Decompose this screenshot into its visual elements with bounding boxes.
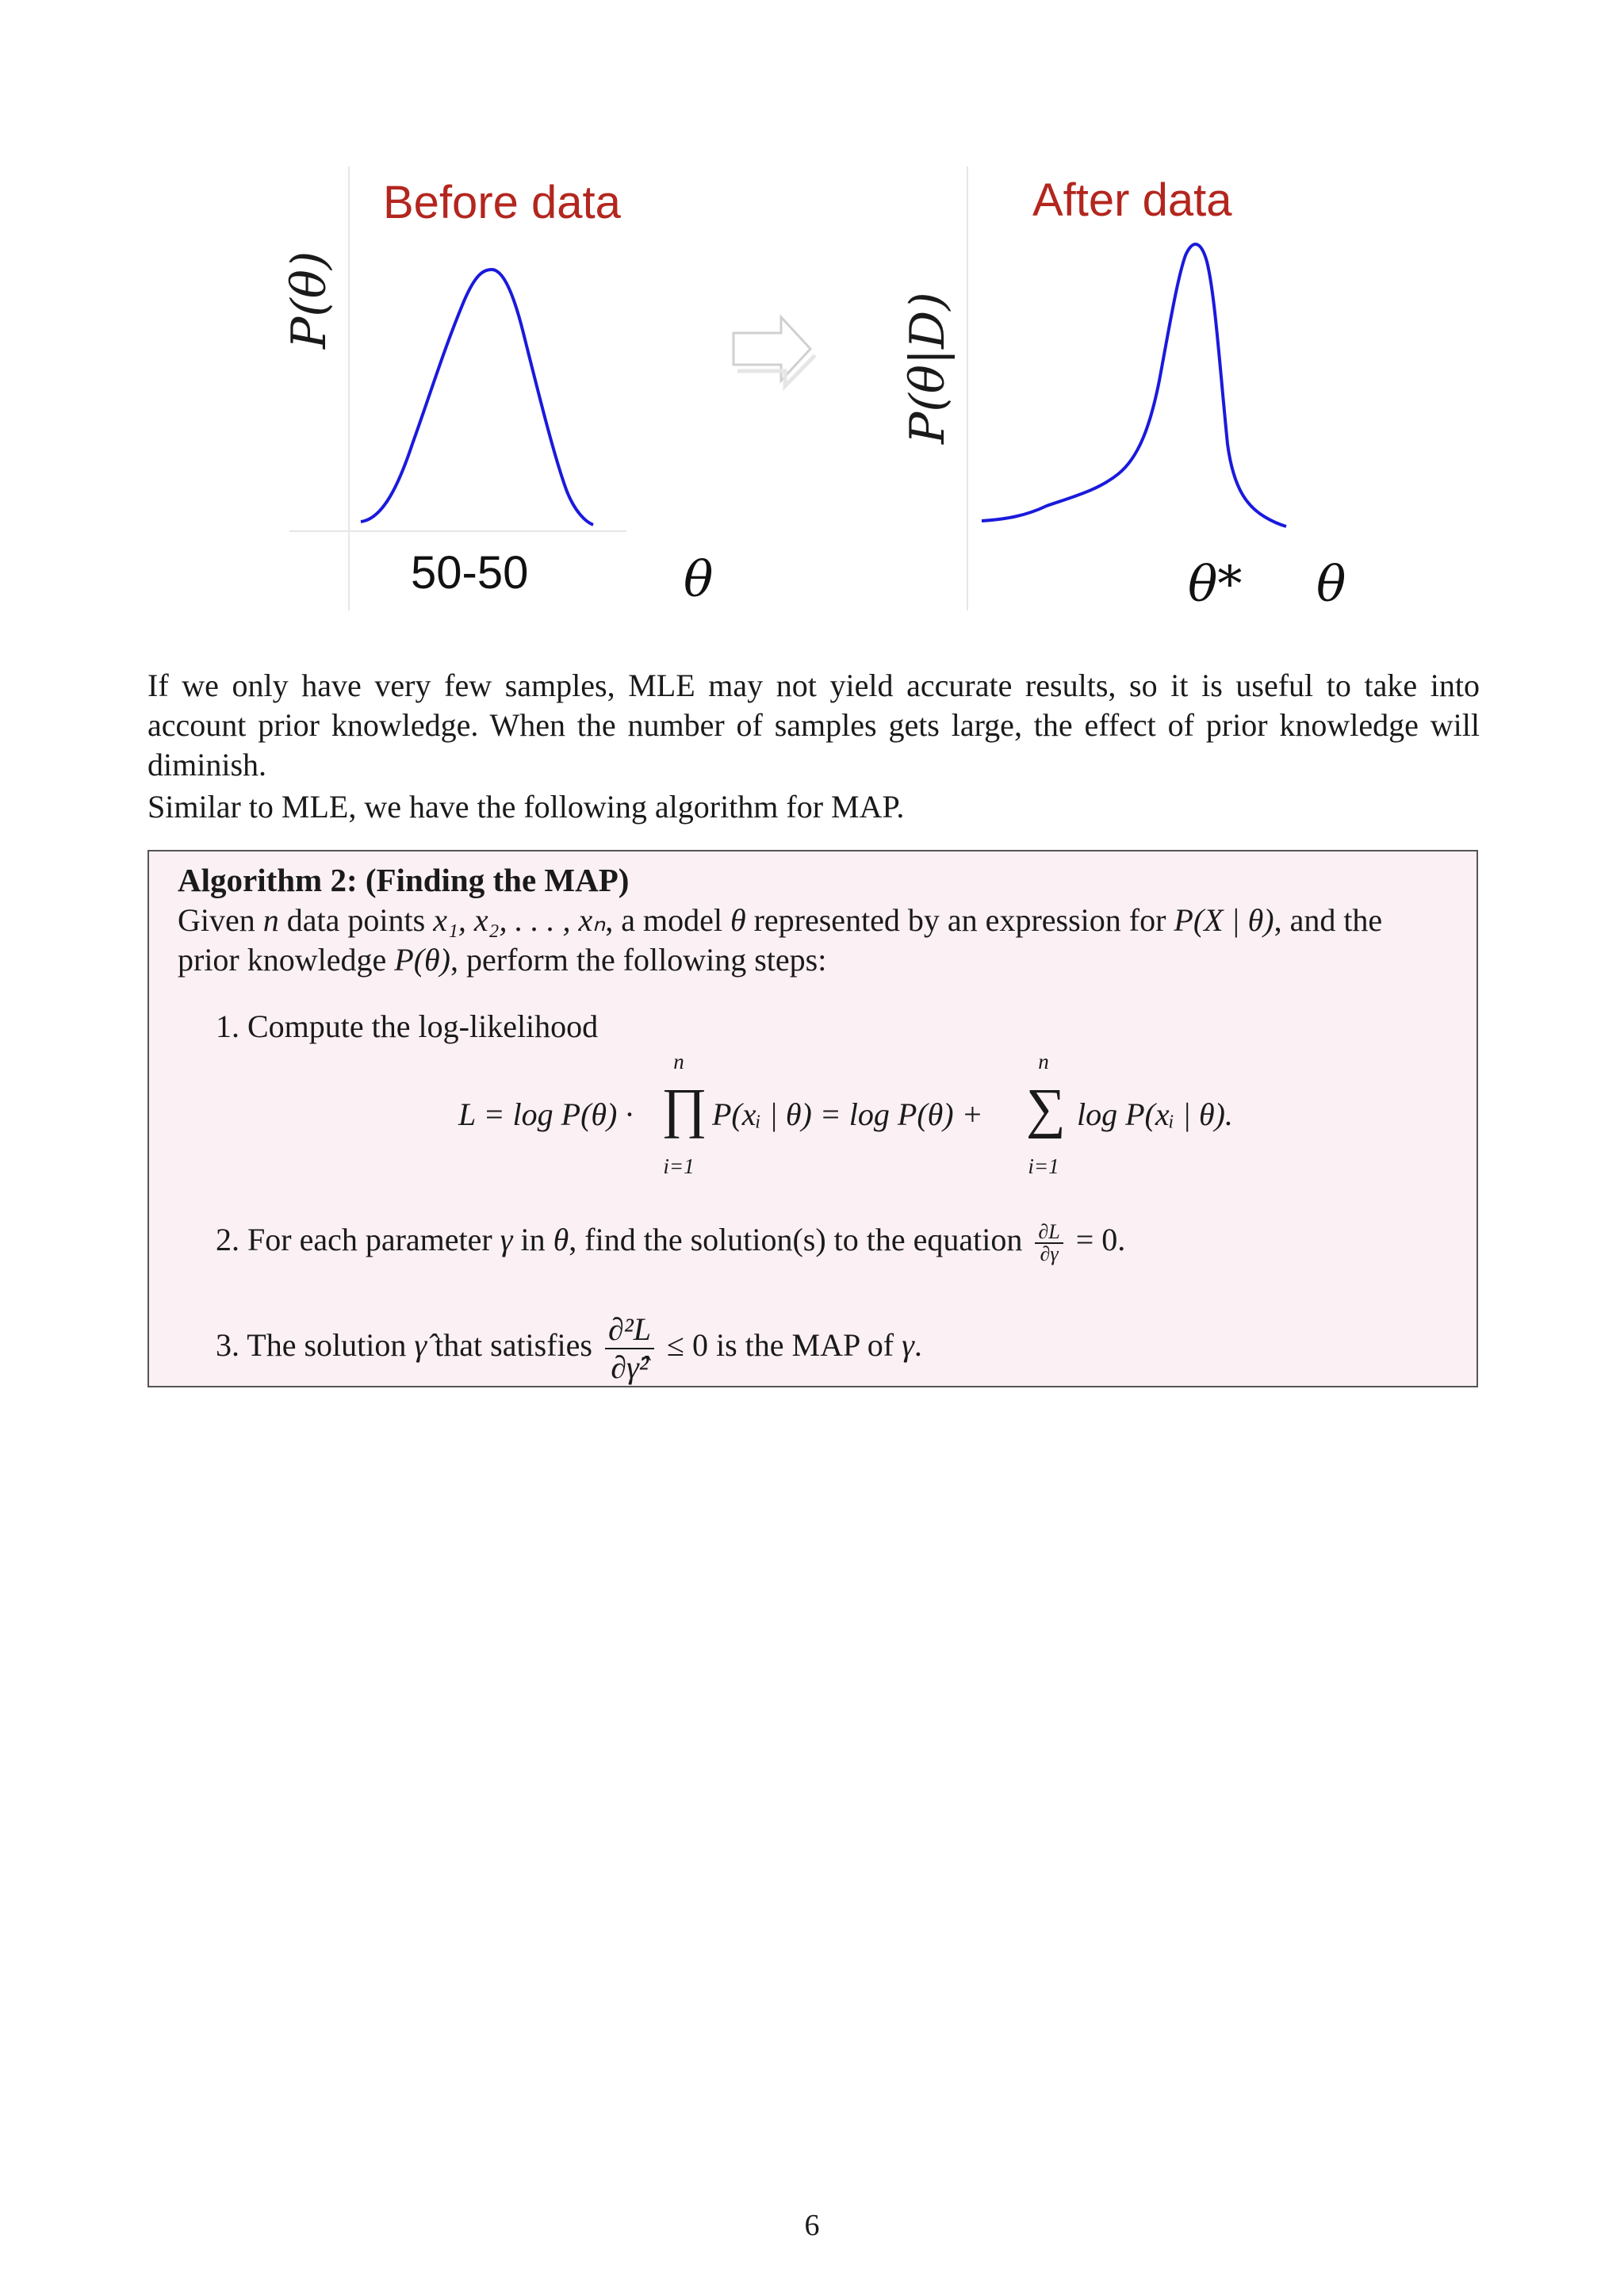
eq-lhs: L = log P(θ) · <box>458 1096 634 1132</box>
step-1: 1. Compute the log-likelihood <box>216 1008 599 1044</box>
intro-text-3: , a model <box>605 902 730 938</box>
step3-text-4: . <box>914 1327 922 1364</box>
right-panel-title: After data <box>1032 174 1232 226</box>
prior-curve <box>361 270 593 525</box>
algorithm-title: Algorithm 2: (Finding the MAP) <box>178 862 630 898</box>
intro-theta: θ <box>730 902 746 938</box>
step2-text-3: , find the solution(s) to the equation <box>569 1222 1031 1257</box>
eq-prod-lower: i=1 <box>663 1154 695 1178</box>
right-panel-ylabel: P(θ|D) <box>900 292 956 444</box>
step2-fraction <box>1035 1219 1063 1265</box>
step-3 <box>216 1311 922 1386</box>
left-panel-xlabel: θ <box>684 550 714 608</box>
step3-gamma-hat: γ̂ <box>414 1327 427 1364</box>
step2-frac-num: ∂L <box>1035 1222 1063 1244</box>
intro-text-4: represented by an expression for <box>745 902 1174 938</box>
algorithm-box <box>147 850 1478 1387</box>
algorithm-intro <box>178 901 1446 980</box>
posterior-curve <box>982 244 1286 526</box>
left-panel-tick-label: 50-50 <box>411 547 529 599</box>
intro-likelihood: P(X | θ) <box>1174 902 1274 938</box>
step2-text-4: = 0. <box>1067 1222 1126 1257</box>
right-panel-peak-label: θ* <box>1188 555 1243 613</box>
intro-prior: P(θ) <box>394 942 450 978</box>
intro-text-5: , and the prior knowledge <box>178 902 1383 978</box>
intro-text-1: Given <box>178 902 263 938</box>
eq-sum-symbol: ∑ <box>1026 1078 1066 1139</box>
paragraph-map-intro: Similar to MLE, we have the following algorithm for MAP. <box>147 789 905 825</box>
page-number: 6 <box>804 2209 820 2242</box>
step3-frac-den: ∂γ̂² <box>611 1349 649 1385</box>
eq-prod-upper: n <box>673 1050 684 1073</box>
step2-gamma: γ <box>500 1222 513 1257</box>
eq-sum-lower: i=1 <box>1028 1154 1059 1178</box>
log-likelihood-equation <box>458 1050 1251 1200</box>
intro-n: n <box>262 902 279 938</box>
step3-gamma: γ <box>902 1327 914 1364</box>
right-panel-xlabel: θ <box>1316 555 1346 613</box>
intro-text-2: data points <box>278 902 434 938</box>
eq-middle: P(xᵢ | θ) = log P(θ) + <box>712 1096 983 1132</box>
step-2 <box>216 1220 1125 1265</box>
step3-fraction <box>605 1311 654 1386</box>
prior-posterior-figure <box>0 0 1624 634</box>
step2-text-2: in <box>512 1222 553 1257</box>
left-panel-title: Before data <box>383 177 621 228</box>
eq-rhs: log P(xᵢ | θ). <box>1077 1096 1233 1132</box>
step2-text-1: 2. For each parameter <box>216 1222 500 1257</box>
step3-text-2: that satisfies <box>427 1327 600 1364</box>
eq-prod-symbol: ∏ <box>661 1078 707 1139</box>
intro-points: x₁, x₂, . . . , xₙ <box>433 902 606 938</box>
paragraph-prior-knowledge: If we only have very few samples, MLE may not yield accurate results, so it is useful to take into account prior knowledge. When the number of samples gets large, the effect of prior knowledge will diminish. <box>147 668 1480 783</box>
step3-frac-num: ∂²L <box>605 1311 654 1349</box>
step2-frac-den: ∂γ <box>1040 1242 1059 1265</box>
intro-text-6: , perform the following steps: <box>450 942 827 978</box>
eq-sum-upper: n <box>1038 1050 1049 1073</box>
step2-theta: θ <box>553 1222 569 1257</box>
left-panel-ylabel: P(θ) <box>282 251 337 349</box>
step3-text-3: ≤ 0 is the MAP of <box>659 1327 902 1364</box>
right-arrow-icon <box>733 317 815 386</box>
step3-text-1: 3. The solution <box>216 1327 415 1364</box>
